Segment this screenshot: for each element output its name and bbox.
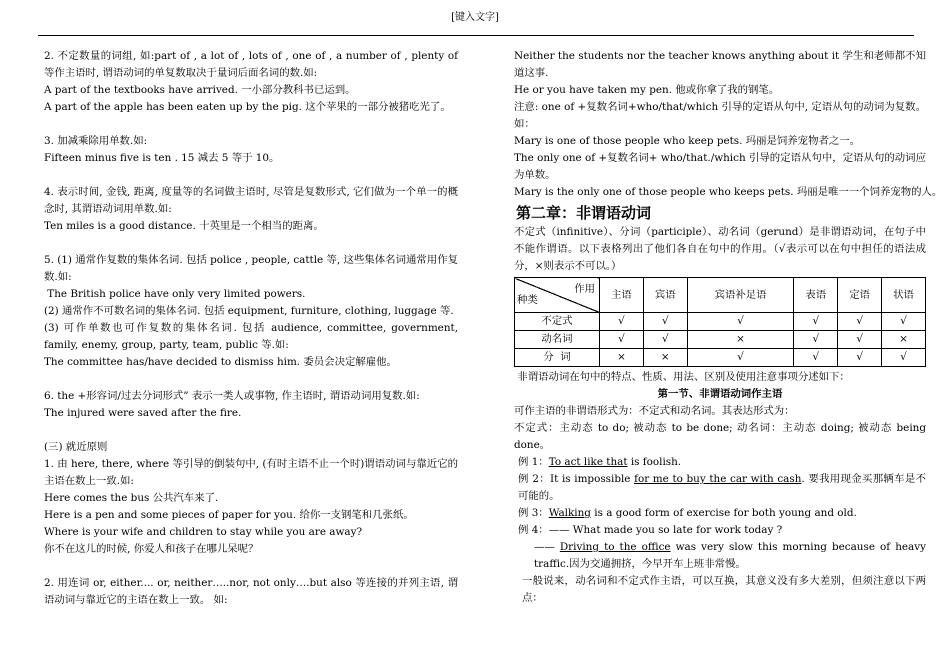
example-1-prefix: 例 1： <box>518 456 549 468</box>
rule-5-example: The British police have only very limited powers. <box>44 288 306 300</box>
col-header: 表语 <box>794 278 838 313</box>
table-corner-cell <box>515 278 600 313</box>
rule-6-text: 6. the +形容词/过去分词形式” 表示一类人或事物, 作主语时, 谓语动词用复数.如: <box>44 390 420 402</box>
subject-voice-forms: 不定式：主动态 to do; 被动态 to be done; 动名词：主动态 doing; 被动态 being done。 <box>514 422 926 451</box>
proximity-example-3-translation: 你不在这儿的时候, 你爱人和孩子在哪儿呆呢？ <box>44 543 259 555</box>
example-4-answer-prefix: —— <box>534 541 560 553</box>
example-1-rest: is foolish. <box>627 456 682 468</box>
corner-label-function: 作用 <box>574 283 595 295</box>
row-label: 动名词 <box>515 331 600 349</box>
rule-4-example: Ten miles is a good distance. 十英里是一个相当的距离。 <box>44 220 324 232</box>
proximity-rule-2: 2. 用连词 or, either.... or, neither…..nor, not only….but also 等连接的并列主语, 谓语动词与靠近它的主语在数上一致。 如: <box>44 577 458 606</box>
proximity-example-1: Here comes the bus 公共汽车来了. <box>44 492 219 504</box>
header-rule <box>38 35 914 36</box>
table-followup: 非谓语动词在句中的特点、性质、用法、区别及使用注意事项分述如下： <box>514 371 850 383</box>
section-proximity-heading: (三) 就近原则 <box>44 441 108 453</box>
example-neither-nor: Neither the students nor the teacher knows anything about it 学生和老师都不知道这事. <box>514 50 926 79</box>
note-only-one-of: The only one of +复数名词+ who/that./which 引导的定语从句中，定语从句的动词应为单数。 <box>514 152 926 181</box>
rule-2-text: 2. 不定数量的词组, 如:part of , a lot of , lots of , one of , a number of , plenty of 等作主语时, 谓语动词的单复数取决于量词后面名词的数.如: <box>44 50 458 79</box>
rule-5-sub-2: (2) 通常作不可数名词的集体名词. 包括 equipment, furniture, clothing, luggage 等. <box>44 305 454 317</box>
col-header: 状语 <box>882 278 926 313</box>
example-1-underlined: To act like that <box>548 456 628 468</box>
section-title: 第一节、非谓语动词作主语 <box>657 388 783 400</box>
table-cell: × <box>600 349 644 367</box>
table-cell: × <box>643 349 687 367</box>
rule-5-text: 5. (1) 通常作复数的集体名词. 包括 police , people, cattle 等, 这些集体名词通常用作复数.如: <box>44 254 458 283</box>
table-cell: × <box>882 331 926 349</box>
table-cell: √ <box>882 349 926 367</box>
table-cell: √ <box>794 313 838 331</box>
example-2 <box>514 471 926 505</box>
chapter-title: 第二章：非谓语动词 <box>516 204 652 222</box>
proximity-example-2: Here is a pen and some pieces of paper for you. 给你一支钢笔和几张纸。 <box>44 509 414 521</box>
table-cell: √ <box>643 313 687 331</box>
rule-2-example-1: A part of the textbooks have arrived. 一小部分教科书已运到。 <box>44 84 356 96</box>
rule-2-example-2: A part of the apple has been eaten up by the pig. 这个苹果的一部分被猪吃光了。 <box>44 101 451 113</box>
proximity-example-3: Where is your wife and children to stay while you are away? <box>44 526 363 538</box>
rule-5-example-2: The committee has/have decided to dismiss him. 委员会决定解雇他。 <box>44 356 397 368</box>
example-2-rest: . 要我用现金买那辆车是不可能的。 <box>518 473 926 502</box>
example-2-underlined: for me to buy the car with cash <box>634 473 802 485</box>
table-row <box>515 349 926 367</box>
rule-6-example: The injured were saved after the fire. <box>44 407 242 419</box>
table-cell: × <box>687 331 794 349</box>
corner-label-type: 种类 <box>517 294 538 306</box>
table-cell: √ <box>838 349 882 367</box>
example-3-underlined: Walking <box>548 507 591 519</box>
page-header: [键入文字] <box>451 12 499 23</box>
rule-4-text: 4. 表示时间, 金钱, 距离, 度量等的名词做主语时, 尽管是复数形式, 它们做为一个单一的概念时, 其谓语动词用单数.如: <box>44 186 458 215</box>
example-one-of: Mary is one of those people who keep pets. 玛丽是饲养宠物者之一。 <box>514 135 861 147</box>
col-header: 宾语 <box>643 278 687 313</box>
table-cell: √ <box>600 313 644 331</box>
rule-3-example: Fifteen minus five is ten . 15 减去 5 等于 10。 <box>44 152 280 164</box>
table-row <box>515 331 926 349</box>
left-column <box>44 48 458 609</box>
col-header: 宾语补足语 <box>687 278 794 313</box>
col-header: 定语 <box>838 278 882 313</box>
proximity-rule-1: 1. 由 here, there, where 等引导的倒装句中, (有时主语不止一个时)谓语动词与靠近它的主语在数上一致.如: <box>44 458 458 487</box>
example-or: He or you have taken my pen. 他或你拿了我的钢笔。 <box>514 84 780 96</box>
chapter-intro: 不定式（infinitive）、分词（participle）、动名词（gerund）是非谓语动词，在句子中不能作谓语。以下表格列出了他们各自在句中的作用。（√表示可以在句中担任的语法成分，×则表示不可以。） <box>514 226 926 272</box>
table-cell: √ <box>838 331 882 349</box>
rule-3-text: 3. 加减乘除用单数.如: <box>44 135 148 147</box>
note-one-of: 注意: one of +复数名词+who/that/which 引导的定语从句中, 定语从句的动词为复数。如： <box>514 101 926 130</box>
example-4-answer-rest: was very slow this morning because of heavy traffic.因为交通拥挤，今早开车上班非常慢。 <box>534 541 926 570</box>
subject-forms: 可作主语的非谓语形式为：不定式和动名词。其表达形式为： <box>514 405 795 417</box>
table-cell: √ <box>838 313 882 331</box>
row-label: 不定式 <box>515 313 600 331</box>
example-1 <box>514 454 926 471</box>
right-column <box>514 48 943 607</box>
example-only-one-of: Mary is the only one of those people who keeps pets. 玛丽是唯一一个饲养宠物的人。 <box>514 186 943 198</box>
example-3-rest: is a good form of exercise for both young and old. <box>590 507 857 519</box>
rule-5-sub-3: (3) 可作单数也可作复数的集体名词. 包括 audience, committee, government, family, enemy, group, party, team, public 等.如: <box>44 322 458 351</box>
nonfinite-function-table <box>514 277 926 367</box>
table-cell: √ <box>600 331 644 349</box>
table-cell: √ <box>687 313 794 331</box>
table-cell: √ <box>643 331 687 349</box>
row-label: 分 词 <box>515 349 600 367</box>
table-cell: √ <box>687 349 794 367</box>
example-3 <box>514 505 926 522</box>
table-row <box>515 313 926 331</box>
table-cell: √ <box>794 349 838 367</box>
table-cell: √ <box>882 313 926 331</box>
example-2-prefix: 例 2：It is impossible <box>518 473 635 485</box>
col-header: 主语 <box>600 278 644 313</box>
example-4-underlined: Driving to the office <box>559 541 671 553</box>
example-4-question: 例 4：—— What made you so late for work today ? <box>518 524 783 536</box>
example-4-answer <box>514 539 926 573</box>
example-3-prefix: 例 3： <box>518 507 549 519</box>
closing-paragraph: 一般说来，动名词和不定式作主语，可以互换，其意义没有多大差别，但须注意以下两点： <box>522 575 926 604</box>
table-header-row <box>515 278 926 313</box>
table-cell: √ <box>794 331 838 349</box>
